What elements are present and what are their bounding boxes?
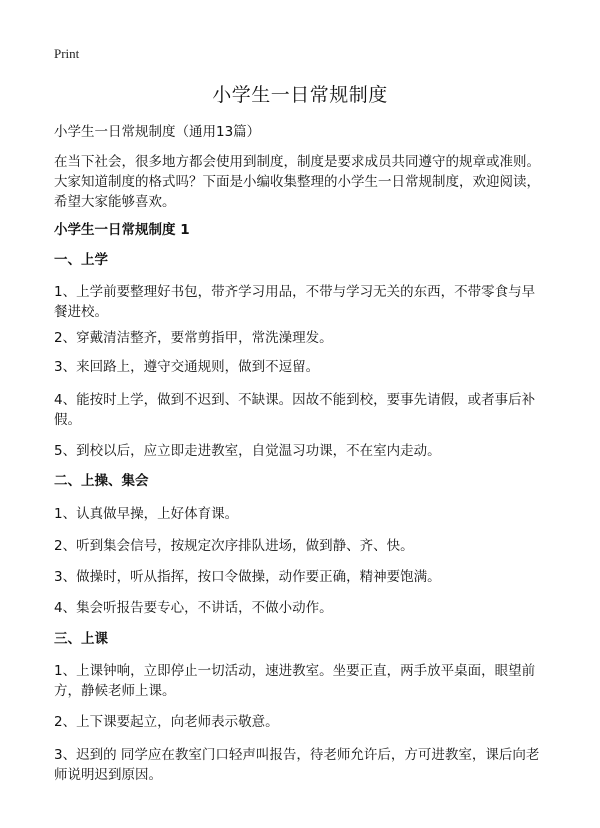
list-item: 1、上学前要整理好书包，带齐学习用品，不带与学习无关的东西，不带零食与早	[54, 284, 536, 300]
list-item-continuation: 方，静候老师上课。	[54, 683, 176, 699]
heading-school-arrival: 一、上学	[54, 252, 108, 268]
list-item: 3、迟到的 同学应在教室门口轻声叫报告，待老师允许后，方可进教室，课后向老	[54, 747, 540, 763]
heading-class: 三、上课	[54, 631, 108, 647]
intro-line-2: 大家知道制度的格式吗？下面是小编收集整理的小学生一日常规制度，欢迎阅读，	[54, 174, 540, 190]
page-title: 小学生一日常规制度	[212, 84, 388, 106]
list-item: 2、听到集会信号，按规定次序排队进场，做到静、齐、快。	[54, 538, 414, 554]
list-item-continuation: 餐进校。	[54, 304, 108, 320]
list-item: 3、做操时，听从指挥，按口令做操，动作要正确，精神要饱满。	[54, 569, 441, 585]
list-item: 5、到校以后，应立即走进教室，自觉温习功课，不在室内走动。	[54, 443, 441, 459]
section-title: 小学生一日常规制度 1	[54, 222, 190, 238]
heading-exercise-assembly: 二、上操、集会	[54, 473, 149, 489]
list-item-continuation: 假。	[54, 412, 81, 428]
intro-line-3: 希望大家能够喜欢。	[54, 194, 176, 210]
list-item: 4、集会听报告要专心，不讲话，不做小动作。	[54, 600, 333, 616]
list-item: 4、能按时上学，做到不迟到、不缺课。因故不能到校，要事先请假，或者事后补	[54, 392, 536, 408]
list-item: 1、上课钟响，立即停止一切活动，速进教室。坐要正直，两手放平桌面，眼望前	[54, 663, 536, 679]
print-link[interactable]: Print	[54, 46, 80, 61]
intro-line-1: 在当下社会，很多地方都会使用到制度，制度是要求成员共同遵守的规章或准则。	[54, 154, 540, 170]
subtitle: 小学生一日常规制度（通用13篇）	[54, 124, 261, 140]
list-item: 3、来回路上，遵守交通规则，做到不逗留。	[54, 359, 320, 375]
list-item: 2、穿戴清洁整齐，要常剪指甲，常洗澡理发。	[54, 330, 333, 346]
list-item: 1、认真做早操，上好体育课。	[54, 506, 239, 522]
list-item: 2、上下课要起立，向老师表示敬意。	[54, 714, 279, 730]
list-item-continuation: 师说明迟到原因。	[54, 767, 162, 783]
